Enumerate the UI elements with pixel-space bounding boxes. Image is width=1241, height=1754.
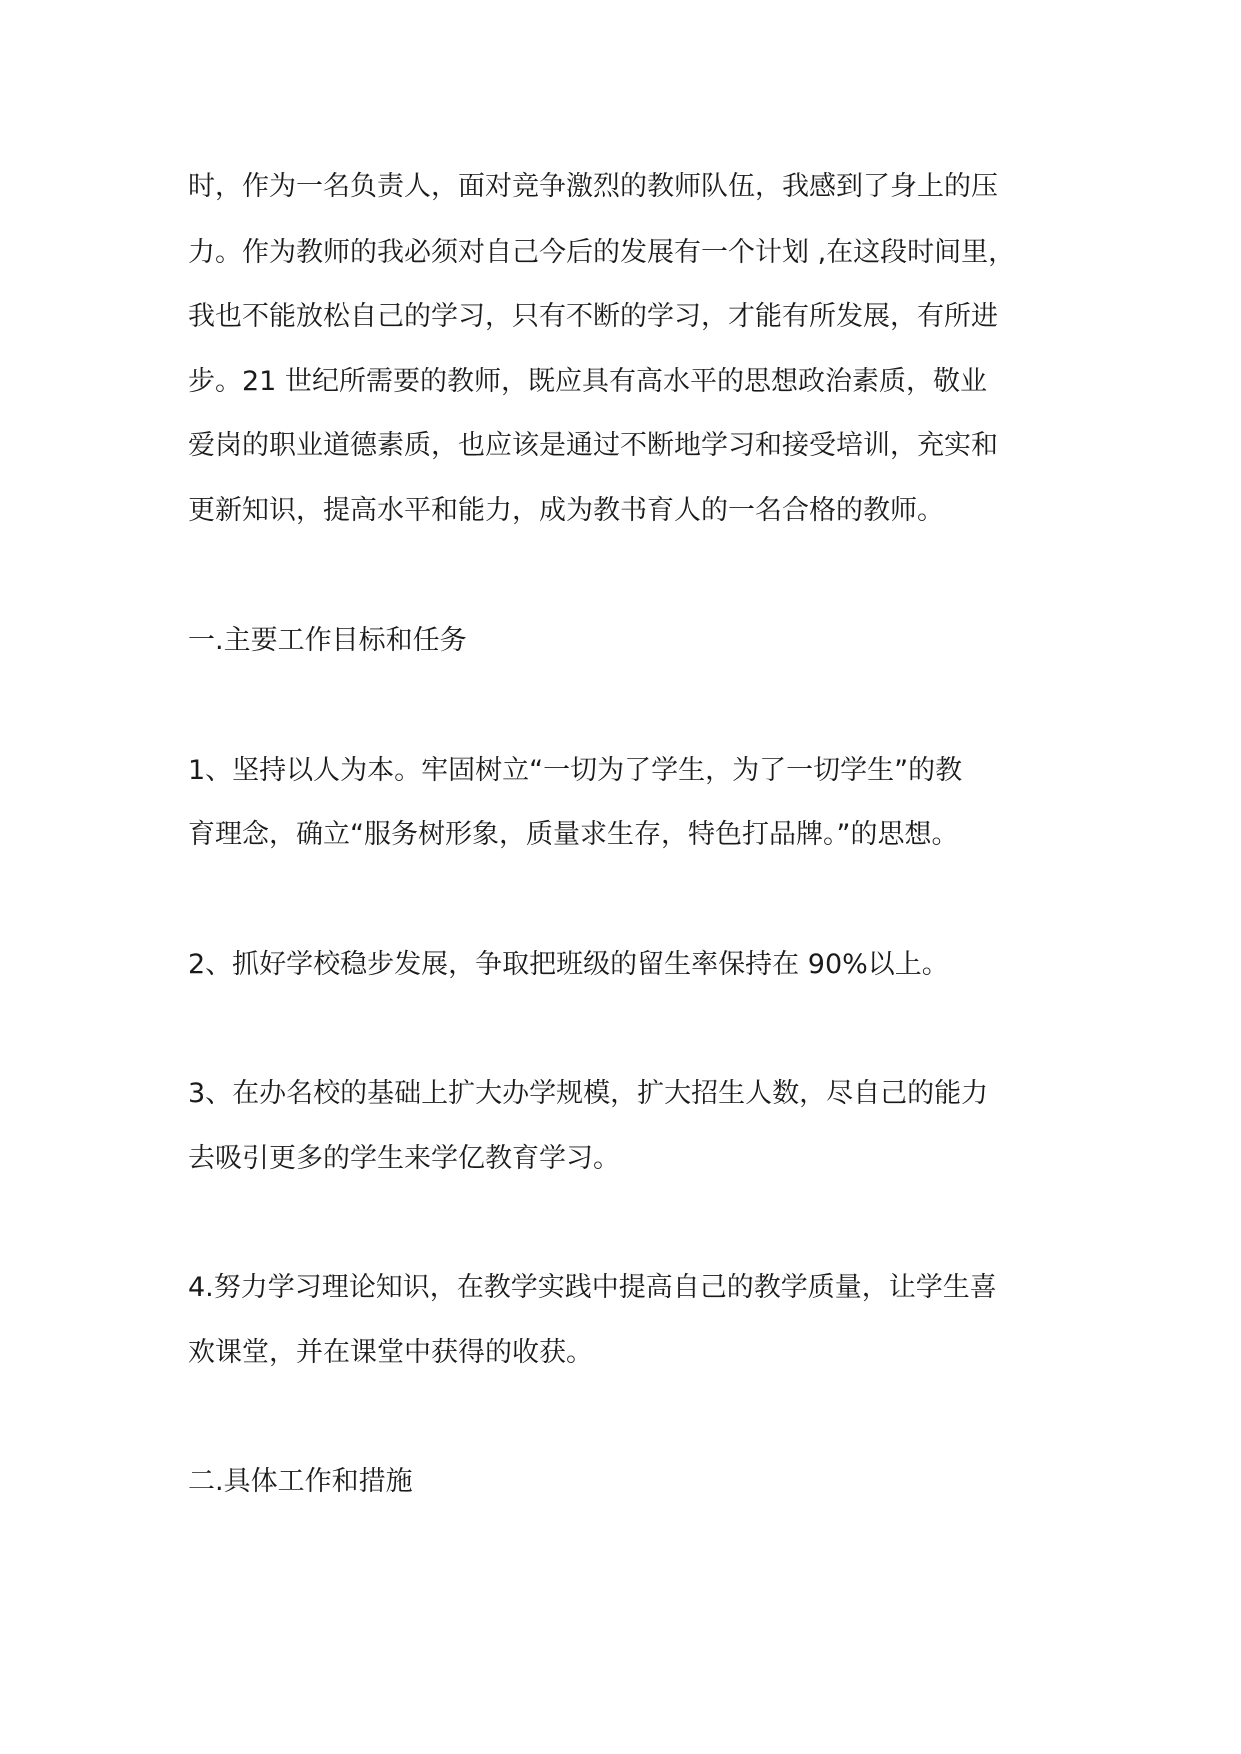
section2-heading: 二.具体工作和措施 (188, 1466, 413, 1497)
intro-line-5: 爱岗的职业道德素质，也应该是通过不断地学习和接受培训，充实和 (188, 430, 998, 461)
item3-line-1: 3、在办名校的基础上扩大办学规模，扩大招生人数，尽自己的能力 (188, 1078, 989, 1109)
item1-line-1: 1、坚持以人为本。牢固树立“一切为了学生，为了一切学生”的教 (188, 755, 963, 786)
item2-line-1: 2、抓好学校稳步发展，争取把班级的留生率保持在 90%以上。 (188, 949, 949, 980)
intro-line-3: 我也不能放松自己的学习，只有不断的学习，才能有所发展，有所进 (188, 301, 998, 332)
section1-heading: 一.主要工作目标和任务 (188, 625, 467, 656)
intro-line-6: 更新知识，提高水平和能力，成为教书育人的一名合格的教师。 (188, 495, 944, 526)
item1-line-2: 育理念，确立“服务树形象，质量求生存，特色打品牌。”的思想。 (188, 819, 959, 850)
intro-line-1: 时，作为一名负责人，面对竞争激烈的教师队伍，我感到了身上的压 (188, 171, 998, 202)
item4-line-1: 4.努力学习理论知识，在教学实践中提高自己的教学质量，让学生喜 (188, 1272, 997, 1303)
intro-line-2: 力。作为教师的我必须对自己今后的发展有一个计划 ,在这段时间里， (188, 237, 1016, 268)
item4-line-2: 欢课堂，并在课堂中获得的收获。 (188, 1337, 593, 1368)
intro-line-4: 步。21 世纪所需要的教师，既应具有高水平的思想政治素质，敬业 (188, 366, 987, 397)
item3-line-2: 去吸引更多的学生来学亿教育学习。 (188, 1143, 620, 1174)
